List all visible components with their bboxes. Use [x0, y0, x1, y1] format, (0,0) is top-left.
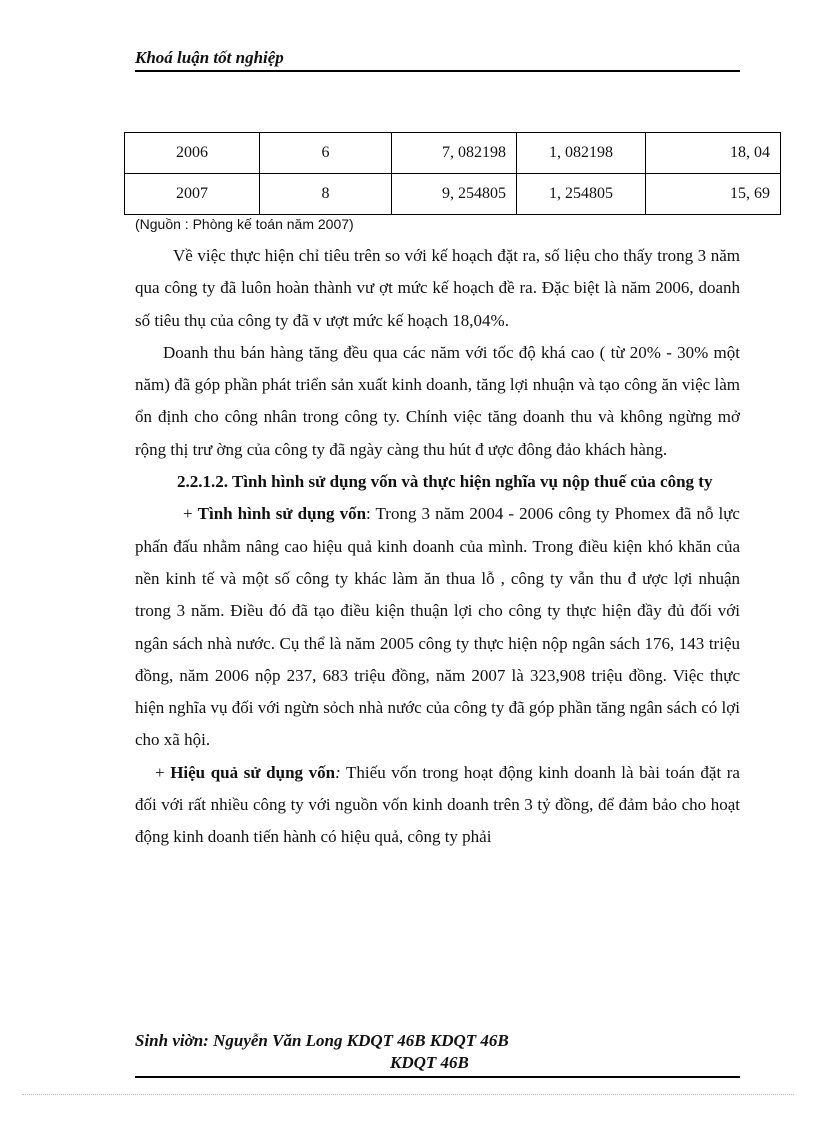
bullet-prefix: + — [155, 762, 171, 782]
table-cell: 9, 254805 — [392, 174, 517, 215]
footer-line: KDQT 46B — [390, 1053, 469, 1072]
section-heading: 2.2.1.2. Tình hình sử dụng vốn và thực hiện nghĩa vụ nộp thuế của công ty — [177, 472, 713, 492]
colon: : — [335, 762, 341, 782]
table-cell: 1, 082198 — [517, 133, 646, 174]
paragraph: Về việc thực hiện chỉ tiêu trên so với kế hoạch đặt ra, số liệu cho thấy trong 3 năm qua công ty đã luôn hoàn thành vư ợt mức kế hoạch đề ra. Đặc biệt là năm 2006, doanh số tiêu thụ của công ty đã v ượt mức kế hoạch 18,04%. — [135, 246, 740, 330]
table-cell: 8 — [260, 174, 392, 215]
page-bottom-divider — [22, 1094, 794, 1095]
table-cell: 18, 04 — [646, 133, 781, 174]
page-header — [135, 48, 740, 72]
paragraph — [135, 757, 740, 854]
source-note: (Nguồn : Phòng kế toán năm 2007) — [135, 216, 354, 232]
table-cell: 2006 — [125, 133, 260, 174]
table-row — [125, 133, 781, 174]
table-cell: 7, 082198 — [392, 133, 517, 174]
bullet-prefix: + — [183, 504, 198, 524]
page-footer — [135, 1030, 740, 1078]
header-title: Khoá luận tốt nghiệp — [135, 48, 284, 67]
paragraph-text: Thiếu vốn trong hoạt động kinh doanh là bài toán đặt ra đối với rất nhiều công ty với nguồn vốn kinh doanh trên 3 tỷ đồng, để đảm bảo cho hoạt động kinh doanh tiến hành có hiệu quả, công ty phải — [135, 762, 740, 847]
footer-line: Sinh viờn: Nguyễn Văn Long KDQT 46B KDQT 46B — [135, 1031, 509, 1050]
table-cell: 6 — [260, 133, 392, 174]
table-cell: 2007 — [125, 174, 260, 215]
paragraph: Doanh thu bán hàng tăng đều qua các năm với tốc độ khá cao ( từ 20% - 30% một năm) đã góp phần phát triển sản xuất kinh doanh, tăng lợi nhuận và tạo công ăn việc làm ổn định cho công nhân trong công ty. Chính việc tăng doanh thu và không ngừng mở rộng thị trư ờng của công ty đã ngày càng thu hút đ ược đông đảo khách hàng. — [135, 342, 740, 459]
paragraph — [135, 498, 740, 756]
table-cell: 1, 254805 — [517, 174, 646, 215]
bold-term: Tình hình sử dụng vốn — [197, 504, 367, 524]
table-cell: 15, 69 — [646, 174, 781, 215]
paragraph-text: : Trong 3 năm 2004 - 2006 công ty Phomex đã nỗ lực phấn đấu nhằm nâng cao hiệu quả kinh doanh của mình. Trong điều kiện khó khăn của nền kinh tế và một số công ty khác làm ăn thua lỗ , công ty vẫn thu đ ược lợi nhuận trong 3 năm. Điều đó đã tạo điều kiện thuận lợi cho công ty thực hiện đầy đủ đối với ngân sách nhà nước. Cụ thể là năm 2005 công ty thực hiện nộp ngân sách 176, 143 triệu đồng, năm 2006 nộp 237, 683 triệu đồng, năm 2007 là 323,908 triệu đồng. Việc thực hiện nghĩa vụ đối với ngừn sỏch nhà nước của công ty đã góp phần tăng ngân sách có lợi cho xã hội. — [135, 504, 740, 750]
data-table — [124, 132, 781, 215]
table-row — [125, 174, 781, 215]
bold-term: Hiệu quả sử dụng vốn — [170, 762, 336, 782]
body-text — [135, 240, 740, 854]
